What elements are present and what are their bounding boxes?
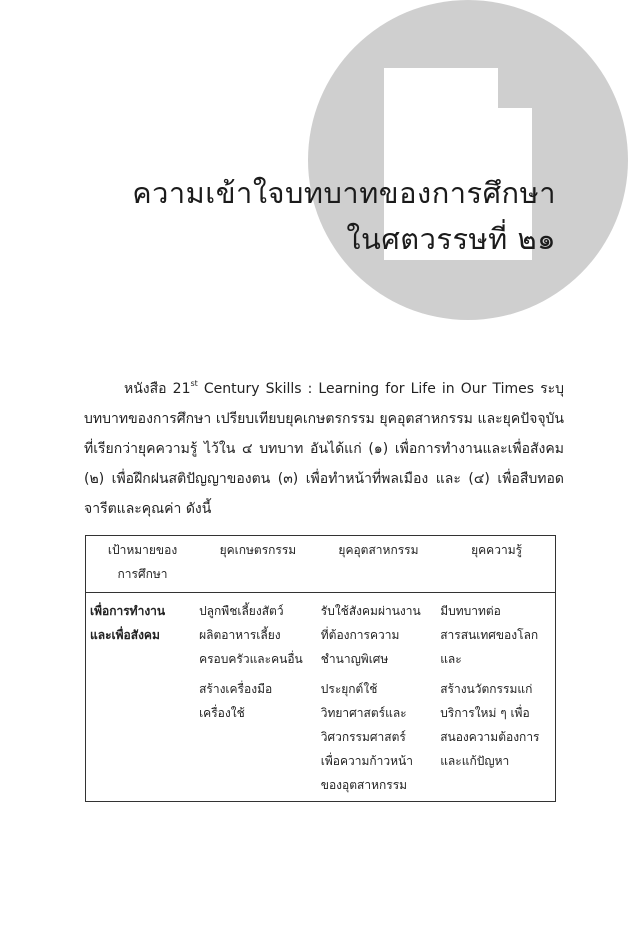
- cell-agricultural: ปลูกพืชเลี้ยงสัตว์ ผลิตอาหารเลี้ยง ครอบครัวและคนอื่น สร้างเครื่องมือ เครื่องใช้: [197, 593, 319, 802]
- cell-industrial: รับใช้สังคมผ่านงาน ที่ต้องการความ ชำนาญพิเศษ ประยุกต์ใช้ วิทยาศาสตร์และ วิศวกรรมศาสตร์ เพื่อความก้าวหน้า ของอุตสาหกรรม: [319, 593, 438, 802]
- cell-knowledge: มีบทบาทต่อ สารสนเทศของโลก และ สร้างนวัตกรรมแก่ บริการใหม่ ๆ เพื่อ สนองความต้องการ และแก้ปัญหา: [438, 593, 555, 802]
- chapter-title: [96, 170, 556, 262]
- intro-text-rest: Century Skills : Learning for Life in Our Times ระบุบทบาทของการศึกษา เปรียบเทียบยุคเกษตรกรรม ยุคอุตสาหกรรม และยุคปัจจุบันที่เรียกว่ายุคความรู้ ไว้ใน ๔ บทบาท อันได้แก่ (๑) เพื่อการทำงานและเพื่อสังคม (๒) เพื่อฝึกฝนสติปัญญาของตน (๓) เพื่อทำหน้าที่พลเมือง และ (๔) เพื่อสืบทอดจารีตและคุณค่า ดังนี้: [84, 381, 564, 517]
- chapter-title-line-1: ความเข้าใจบทบาทของการศึกษา: [132, 176, 556, 210]
- table-header-row: [86, 536, 556, 593]
- header-industrial-era: ยุคอุตสาหกรรม: [319, 536, 438, 593]
- cell-goal: เพื่อการทำงาน และเพื่อสังคม: [86, 593, 198, 802]
- intro-text-start: หนังสือ 21: [124, 381, 191, 397]
- header-knowledge-era: ยุคความรู้: [438, 536, 555, 593]
- chapter-title-line-2: ในศตวรรษที่ ๒๑: [346, 222, 556, 256]
- table-row: [86, 593, 556, 802]
- intro-superscript: st: [190, 379, 198, 388]
- education-roles-table: [85, 535, 556, 802]
- header-goal: เป้าหมายของ การศึกษา: [86, 536, 198, 593]
- intro-paragraph: [84, 374, 564, 524]
- header-agricultural-era: ยุคเกษตรกรรม: [197, 536, 319, 593]
